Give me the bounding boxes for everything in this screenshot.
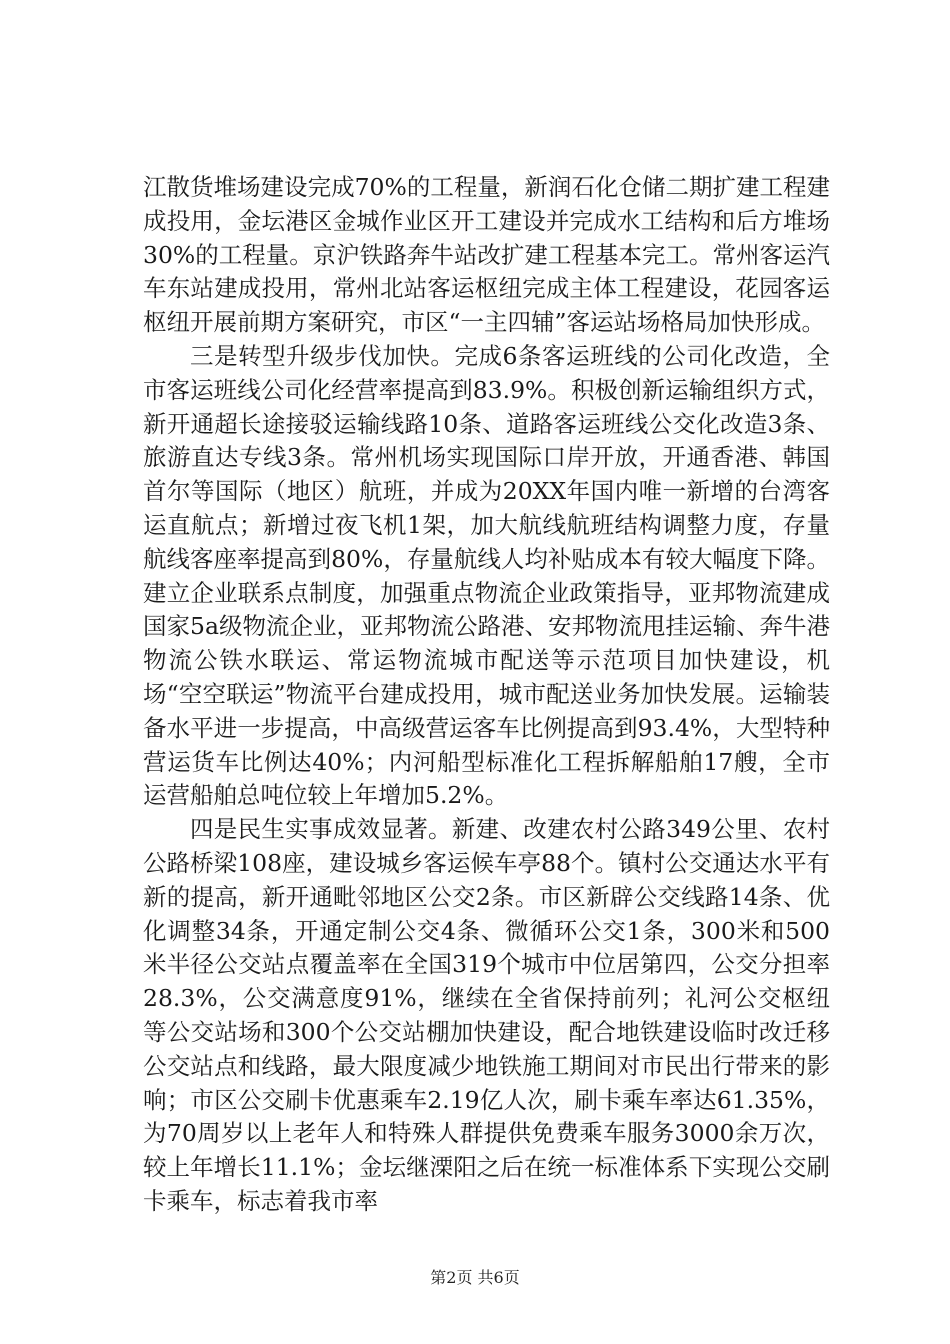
body-text: [143, 171, 830, 1219]
paragraph-continuation: 江散货堆场建设完成70%的工程量，新润石化仓储二期扩建工程建成投用，金坛港区金城作业区开工建设并完成水工结构和后方堆场30%的工程量。京沪铁路奔牛站改扩建工程基本完工。常州客运汽车东站建成投用，常州北站客运枢纽完成主体工程建设，花园客运枢纽开展前期方案研究，市区“一主四辅”客运站场格局加快形成。: [143, 173, 830, 337]
paragraph-point-four: 四是民生实事成效显著。新建、改建农村公路349公里、农村公路桥梁108座，建设城乡客运候车亭88个。镇村公交通达水平有新的提高，新开通毗邻地区公交2条。市区新辟公交线路14条、优化调整34条，开通定制公交4条、微循环公交1条，300米和500米半径公交站点覆盖率在全国319个城市中位居第四，公交分担率28.3%，公交满意度91%，继续在全省保持前列；礼河公交枢纽等公交站场和300个公交站棚加快建设，配合地铁建设临时改迁移公交站点和线路，最大限度减少地铁施工期间对市民出行带来的影响；市区公交刷卡优惠乘车2.19亿人次，刷卡乘车率达61.35%，为70周岁以上老年人和特殊人群提供免费乘车服务3000余万次，较上年增长11.1%；金坛继溧阳之后在统一标准体系下实现公交刷卡乘车，标志着我市率: [143, 815, 830, 1215]
page-footer: 第2页 共6页: [430, 1268, 520, 1287]
paragraph-point-three: 三是转型升级步伐加快。完成6条客运班线的公司化改造，全市客运班线公司化经营率提高到83.9%。积极创新运输组织方式，新开通超长途接驳运输线路10条、道路客运班线公交化改造3条、旅游直达专线3条。常州机场实现国际口岸开放，开通香港、韩国首尔等国际（地区）航班，并成为20XX年国内唯一新增的台湾客运直航点；新增过夜飞机1架，加大航线航班结构调整力度，存量航线客座率提高到80%，存量航线人均补贴成本有较大幅度下降。建立企业联系点制度，加强重点物流企业政策指导，亚邦物流建成国家5a级物流企业，亚邦物流公路港、安邦物流甩挂运输、奔牛港物流公铁水联运、常运物流城市配送等示范项目加快建设，机场“空空联运”物流平台建成投用，城市配送业务加快发展。运输装备水平进一步提高，中高级营运客车比例提高到93.4%，大型特种营运货车比例达40%；内河船型标准化工程拆解船舶17艘，全市运营船舶总吨位较上年增加5.2%。: [143, 341, 830, 810]
